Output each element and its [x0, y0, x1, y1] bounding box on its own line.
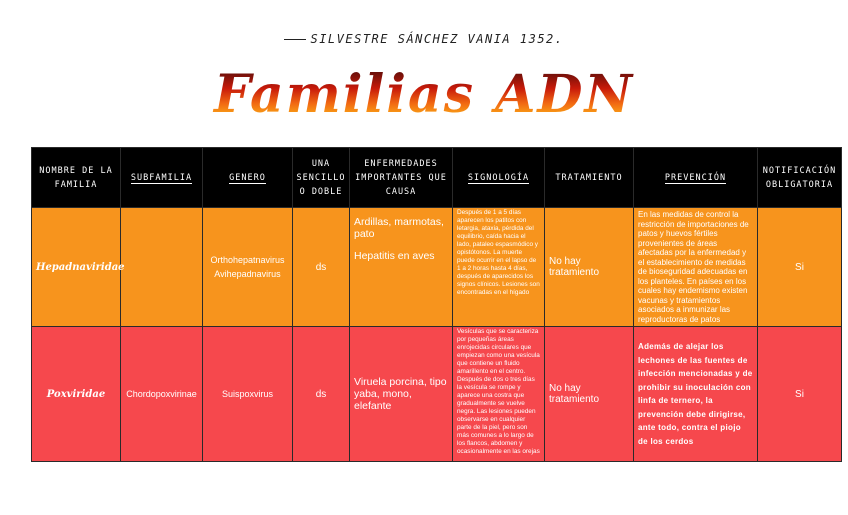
cell-genero [203, 327, 293, 462]
enfermedad-item: Ardillas, marmotas, pato [354, 216, 444, 240]
cell-prevencion: En las medidas de control la restricción de importaciones de patos y huevos fértiles provenientes de áreas afectadas por la enfermedad y el establecimiento de medidas de bioseguridad adecuadas en los planteles. En países en los cuales hay endemismo existen vacunas y tratamientos asociados a inmunizar las reproductoras de patos [634, 208, 758, 327]
cell-tratamiento: No hay tratamiento [545, 327, 634, 462]
cell-tratamiento: No hay tratamiento [545, 208, 634, 327]
cell-enfermedades [350, 208, 453, 327]
family-table [31, 147, 842, 462]
genero-item: Avihepadnavirus [214, 269, 281, 279]
author-name: SILVESTRE SÁNCHEZ VANIA 1352. [0, 32, 848, 46]
cell-prevencion: Además de alejar los lechones de las fuentes de infección mencionadas y de prohibir su inoculación con linfa de ternero, la prevención debe dirigirse, ante todo, contra el piojo de los cerdos [634, 327, 758, 462]
cell-genero [203, 208, 293, 327]
cell-notificacion: Si [758, 327, 842, 462]
cell-cadena: ds [293, 327, 350, 462]
header-subfamilia: SUBFAMILIA [121, 148, 203, 208]
header-enfermedades: ENFERMEDADES IMPORTANTES QUE CAUSA [350, 148, 453, 208]
header-notificacion: NOTIFICACIÓN OBLIGATORIA [758, 148, 842, 208]
cell-signologia: Después de 1 a 5 días aparecen los patitos con letargia, ataxia, pérdida del equilibrio, caída hacia el lado, pataleo espasmódico y opistótonos. La muerte puede ocurrir en el lapso de 1 a 2 horas hasta 4 días, después de aparecidos los signos clínicos. Lesiones son encontradas en el hígado [453, 208, 545, 327]
header-genero: GENERO [203, 148, 293, 208]
cell-signologia: Vesículas que se caracteriza por pequeñas áreas enrojecidas circulares que empiezan como una vesícula que contiene un fluido amarillento en el centro. Después de dos o tres días la vesícula se rompe y aparece una costra que gradualmente se vuelve negra. Las lesiones pueden observarse en cualquier parte de la piel, pero son más comunes a lo largo de los flancos, abdomen y ocasionalmente en las orejas [453, 327, 545, 462]
cell-subfamilia [121, 208, 203, 327]
header-tratamiento: TRATAMIENTO [545, 148, 634, 208]
header-row [32, 148, 842, 208]
cell-subfamilia: Chordopoxvirinae [121, 327, 203, 462]
table-row [32, 208, 842, 327]
table-row [32, 327, 842, 462]
cell-notificacion: Si [758, 208, 842, 327]
cell-enfermedades [350, 327, 453, 462]
enfermedad-item: Hepatitis en aves [354, 250, 435, 262]
cell-familia: Poxviridae [32, 327, 121, 462]
header-prevencion: PREVENCIÓN [634, 148, 758, 208]
genero-item: Suispoxvirus [221, 389, 274, 399]
page-title: Familias ADN [0, 64, 848, 125]
genero-item: Orthohepatnavirus [210, 255, 285, 265]
header-signologia: SIGNOLOGÍA [453, 148, 545, 208]
enfermedad-item: Viruela porcina, tipo yaba, mono, elefante [354, 376, 447, 412]
cell-cadena: ds [293, 208, 350, 327]
cell-familia: Hepadnaviridae [32, 208, 121, 327]
header-cadena: UNA SENCILLO O DOBLE [293, 148, 350, 208]
header-familia: NOMBRE DE LA FAMILIA [32, 148, 121, 208]
